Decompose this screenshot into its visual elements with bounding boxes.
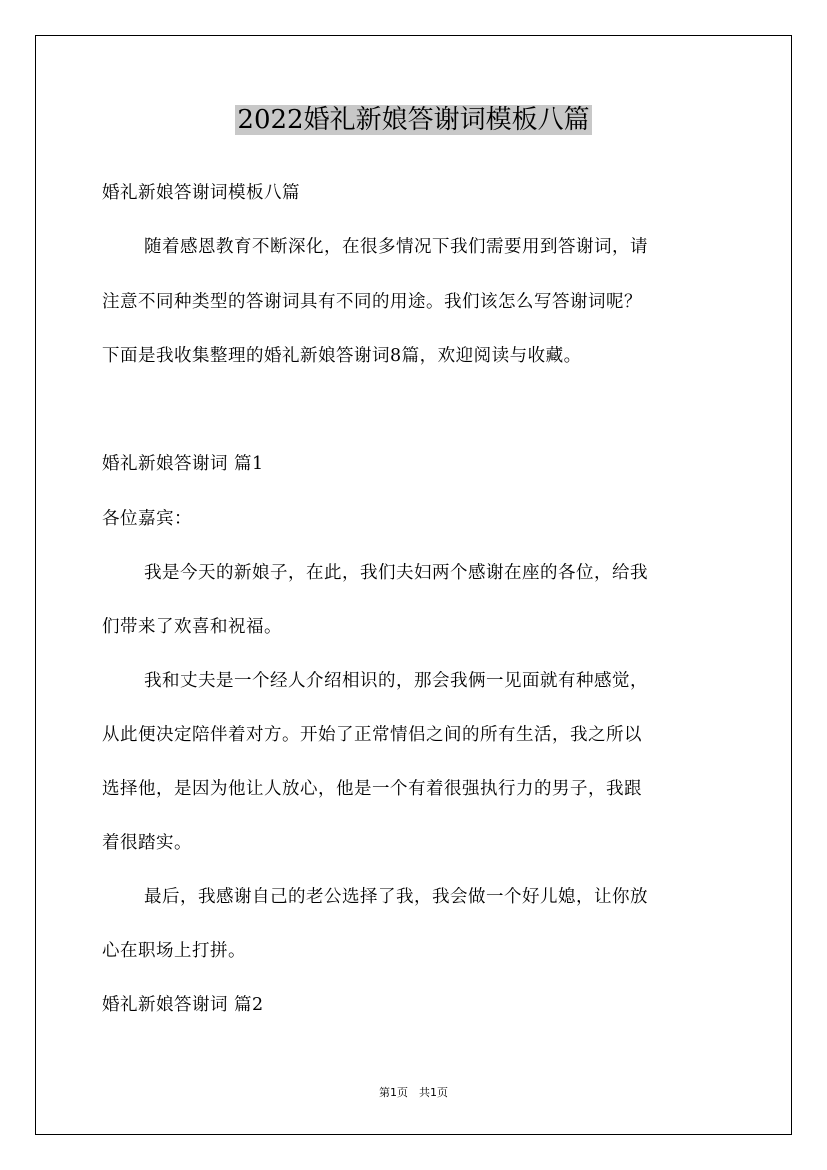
- document-title: [0, 100, 827, 140]
- paragraph-3-line-1: 最后，我感谢自己的老公选择了我，我会做一个好儿媳，让你放: [144, 887, 648, 907]
- paragraph-1-line-2: 们带来了欢喜和祝福。: [102, 617, 282, 637]
- paragraph-2-line-1: 我和丈夫是一个经人介绍相识的，那会我俩一见面就有种感觉，: [144, 671, 648, 691]
- subtitle: 婚礼新娘答谢词模板八篇: [102, 183, 300, 203]
- paragraph-2-line-2: 从此便决定陪伴着对方。开始了正常情侣之间的所有生活，我之所以: [102, 725, 642, 745]
- paragraph-1-line-1: 我是今天的新娘子，在此，我们夫妇两个感谢在座的各位，给我: [144, 563, 648, 583]
- intro-line-3: 下面是我收集整理的婚礼新娘答谢词8篇，欢迎阅读与收藏。: [102, 346, 582, 366]
- paragraph-2-line-4: 着很踏实。: [102, 833, 192, 853]
- paragraph-3-line-2: 心在职场上打拼。: [102, 941, 246, 961]
- salutation: 各位嘉宾：: [102, 509, 192, 529]
- paragraph-2-line-3: 选择他，是因为他让人放心，他是一个有着很强执行力的男子，我跟: [102, 779, 642, 799]
- page-footer: 第1页 共1页: [379, 1086, 448, 1099]
- intro-line-1: 随着感恩教育不断深化，在很多情况下我们需要用到答谢词，请: [144, 237, 648, 257]
- section-heading-1: 婚礼新娘答谢词 篇1: [102, 454, 264, 474]
- intro-line-2: 注意不同种类型的答谢词具有不同的用途。我们该怎么写答谢词呢？: [102, 292, 642, 312]
- section-heading-2: 婚礼新娘答谢词 篇2: [102, 995, 264, 1015]
- document-title-text: 2022婚礼新娘答谢词模板八篇: [237, 105, 590, 135]
